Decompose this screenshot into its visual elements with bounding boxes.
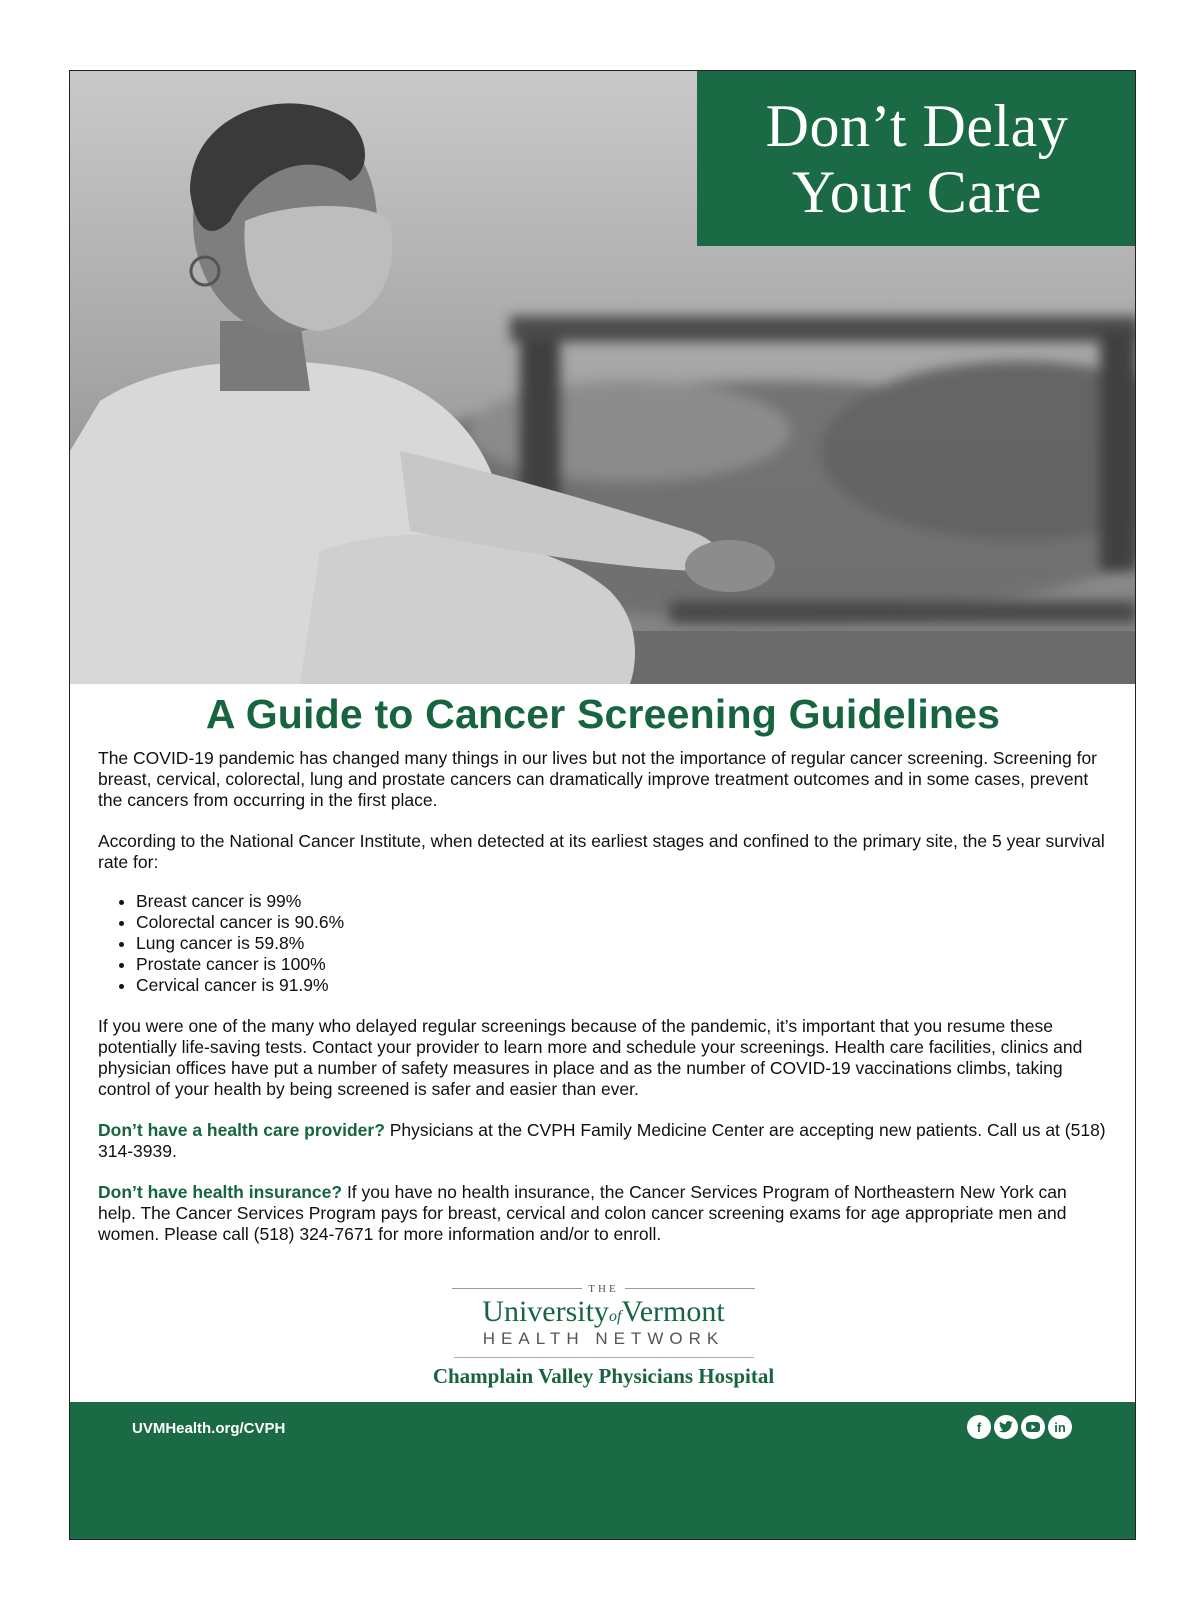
provider-paragraph: [98, 1120, 1108, 1162]
provider-answer: Physicians at the CVPH Family Medicine Center are accepting new patients. Call us at (518) 314-3939.: [98, 1120, 1106, 1161]
list-item: • Breast cancer is 99%: [136, 891, 1108, 912]
website-link[interactable]: UVMHealth.org/CVPH: [132, 1420, 286, 1437]
headline-banner: [697, 71, 1136, 246]
article-title: A Guide to Cancer Screening Guidelines: [205, 691, 1001, 737]
hero-photo: [70, 71, 1136, 684]
facebook-icon[interactable]: f: [967, 1415, 991, 1439]
linkedin-icon[interactable]: in: [1048, 1415, 1072, 1439]
insurance-paragraph: [98, 1182, 1108, 1245]
logo-health-network: HEALTH NETWORK: [482, 1328, 725, 1348]
headline-line-2: Your Care: [791, 158, 1043, 225]
uvm-health-network-logo: [70, 1276, 1136, 1389]
list-item: • Cervical cancer is 91.9%: [136, 975, 1108, 996]
logo-hospital-name: Champlain Valley Physicians Hospital: [432, 1363, 775, 1388]
headline-line-1: Don’t Delay: [765, 92, 1069, 159]
flyer-page: [69, 70, 1136, 1540]
survival-intro-paragraph: According to the National Cancer Institute, when detected at its earliest stages and confined to the primary site, the 5 year survival rate for:: [98, 831, 1105, 872]
logo-vermont: Vermont: [621, 1294, 725, 1328]
twitter-icon[interactable]: [994, 1415, 1018, 1439]
resume-screening-paragraph: If you were one of the many who delayed regular screenings because of the pandemic, it’s important that you resume these potentially life-saving tests. Contact your provider to learn more and schedule your screenings. Health care facilities, clinics and physician offices have put a number of safety measures in place and as the number of COVID-19 vaccinations climbs, taking control of your health by being screened is safer and easier than ever.: [98, 1016, 1083, 1099]
logo-of: of: [608, 1307, 622, 1325]
article: [98, 683, 1108, 1265]
survival-rate-list: [98, 891, 1108, 996]
provider-question: Don’t have a health care provider?: [98, 1120, 385, 1140]
footer-bar: [70, 1402, 1136, 1540]
logo-university-of-vermont: [70, 1295, 1136, 1329]
logo-the: [452, 1283, 754, 1295]
logo-university: University: [482, 1294, 609, 1328]
youtube-icon[interactable]: [1021, 1415, 1045, 1439]
logo-divider: [454, 1357, 754, 1358]
list-item: • Lung cancer is 59.8%: [136, 933, 1108, 954]
social-icons: [967, 1415, 1072, 1439]
list-item: • Colorectal cancer is 90.6%: [136, 912, 1108, 933]
list-item: • Prostate cancer is 100%: [136, 954, 1108, 975]
logo-the-text: THE: [588, 1282, 619, 1295]
insurance-answer: If you have no health insurance, the Cancer Services Program of Northeastern New York can help. The Cancer Services Program pays for breast, cervical and colon cancer screening exams for age appropriate men and women. Please call (518) 324-7671 for more information and/or to enroll.: [98, 1182, 1067, 1244]
intro-paragraph: The COVID-19 pandemic has changed many things in our lives but not the importance of regular cancer screening. Screening for breast, cervical, colorectal, lung and prostate cancers can dramatically improve treatment outcomes and in some cases, prevent the cancers from occurring in the first place.: [98, 748, 1098, 810]
insurance-question: Don’t have health insurance?: [98, 1182, 343, 1202]
